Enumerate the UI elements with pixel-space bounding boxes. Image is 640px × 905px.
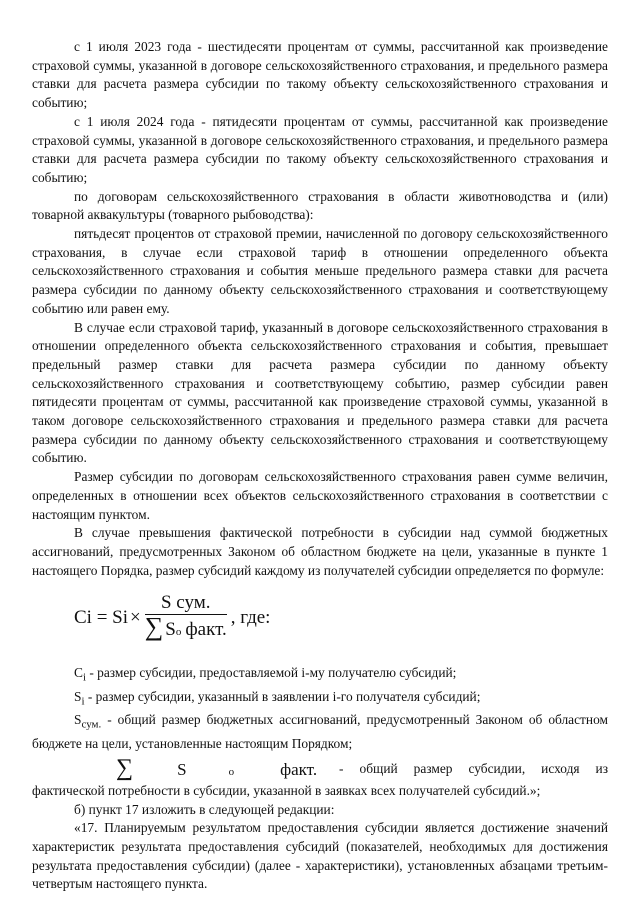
symbol: C [74,665,83,681]
formula-lhs: Ci = Si [74,606,129,628]
den-sub: o [175,626,182,639]
definition-text: - общий размер бюджетных ассигнований, предусмотренный Законом об областном бюджете на цели, установленные настоящим Порядком; [32,712,608,751]
sum-expression [74,757,317,782]
symbol: S [177,760,187,780]
subsidy-formula [32,580,608,664]
symbol-sub: i [82,672,86,685]
formula-tail: , где: [230,606,271,628]
formula-fraction [145,594,227,641]
definition-text: - размер субсидии, предоставляемой i-му получателю субсидий; [86,665,457,681]
den-rest: факт. [185,619,227,641]
paragraph: по договорам сельскохозяйственного страхования в области животноводства и (или) товарной аквакультуры (товарного рыбоводства): [32,188,608,223]
symbol-rest: факт. [280,760,318,780]
paragraph: В случае если страховой тариф, указанный в договоре сельскохозяйственного страхования в отношении определенного объекта сельскохозяйственного страхования и события, превышает предельный размер ставки для расчета размера субсидии по данному объекту сельскохозяйственного страхования и соответствующему событию, размер субсидии равен пятидесяти процентам от суммы, рассчитанной как произведение страховой суммы, указанной в таком договоре сельскохозяйственного страхования и предельного размера ставки для расчета размера субсидии по данному объекту сельскохозяйственного страхования и соответствующему событию. [32,319,608,466]
sum-sigma-icon: ∑ [144,612,164,642]
definition-ssum [32,711,608,753]
symbol-sub: сум. [81,718,102,731]
symbol-sub: i [81,695,85,708]
den-s: S [165,619,176,641]
formula-denominator [144,612,227,642]
paragraph: с 1 июля 2023 года - шестидесяти процентам от суммы, рассчитанной как произведение страховой суммы, указанной в договоре сельскохозяйственного страхования, и предельного размера ставки для расчета размера субсидии по такому объекту сельскохозяйственного страхования и событию; [32,39,608,111]
definitions [32,664,608,800]
paragraph: «17. Планируемым результатом предоставления субсидии является достижение значений характеристик результата предоставления субсидий (показателей, необходимых для достижения результата предоставления субсидии) (далее - характеристики), установленных абзацами третьим-четвертым настоящего пункта. [32,820,608,892]
paragraph: пятьдесят процентов от страховой премии, начисленной по договору сельскохозяйственного страхования, в случае если страховой тариф в отношении определенного объекта сельскохозяйственного страхования и события меньше предельного размера ставки для расчета размера субсидии по данному объекту сельскохозяйственного страхования и соответствующему событию или равен ему. [32,226,608,316]
definition-text: - размер субсидии, указанный в заявлении i-го получателя субсидий; [84,688,481,704]
definition-ci [32,664,608,687]
formula-times: × [130,606,141,628]
symbol-sub: o [228,766,235,779]
symbol: S [74,688,82,704]
definition-text: - общий размер субсидии, исходя из фактической потребности в субсидии, указанной в заявках всех получателей субсидий.»; [32,761,608,798]
definition-sum-fact [32,757,608,800]
formula-numerator: S сум. [160,592,211,614]
definition-si [32,688,608,711]
document-page [32,38,608,894]
paragraph: В случае превышения фактической потребности в субсидии над суммой бюджетных ассигнований, предусмотренных Законом об областном бюджете на цели, указанные в пункте 1 настоящего Порядка, размер субсидий каждому из получателей субсидии определяется по формуле: [32,525,608,578]
paragraph: Размер субсидии по договорам сельскохозяйственного страхования равен сумме величин, определенных в отношении всех объектов сельскохозяйственного страхования в соответствии с настоящим пунктом. [32,469,608,522]
paragraph: б) пункт 17 изложить в следующей редакции: [74,801,335,817]
paragraph: с 1 июля 2024 года - пятидесяти процентам от суммы, рассчитанной как произведение страховой суммы, указанной в договоре сельскохозяйственного страхования, и предельного размера ставки для расчета размера субсидии по такому объекту сельскохозяйственного страхования и событию; [32,113,608,185]
formula-expression [74,594,270,641]
symbol: S [74,712,82,728]
sum-sigma-icon: ∑ [116,755,134,782]
